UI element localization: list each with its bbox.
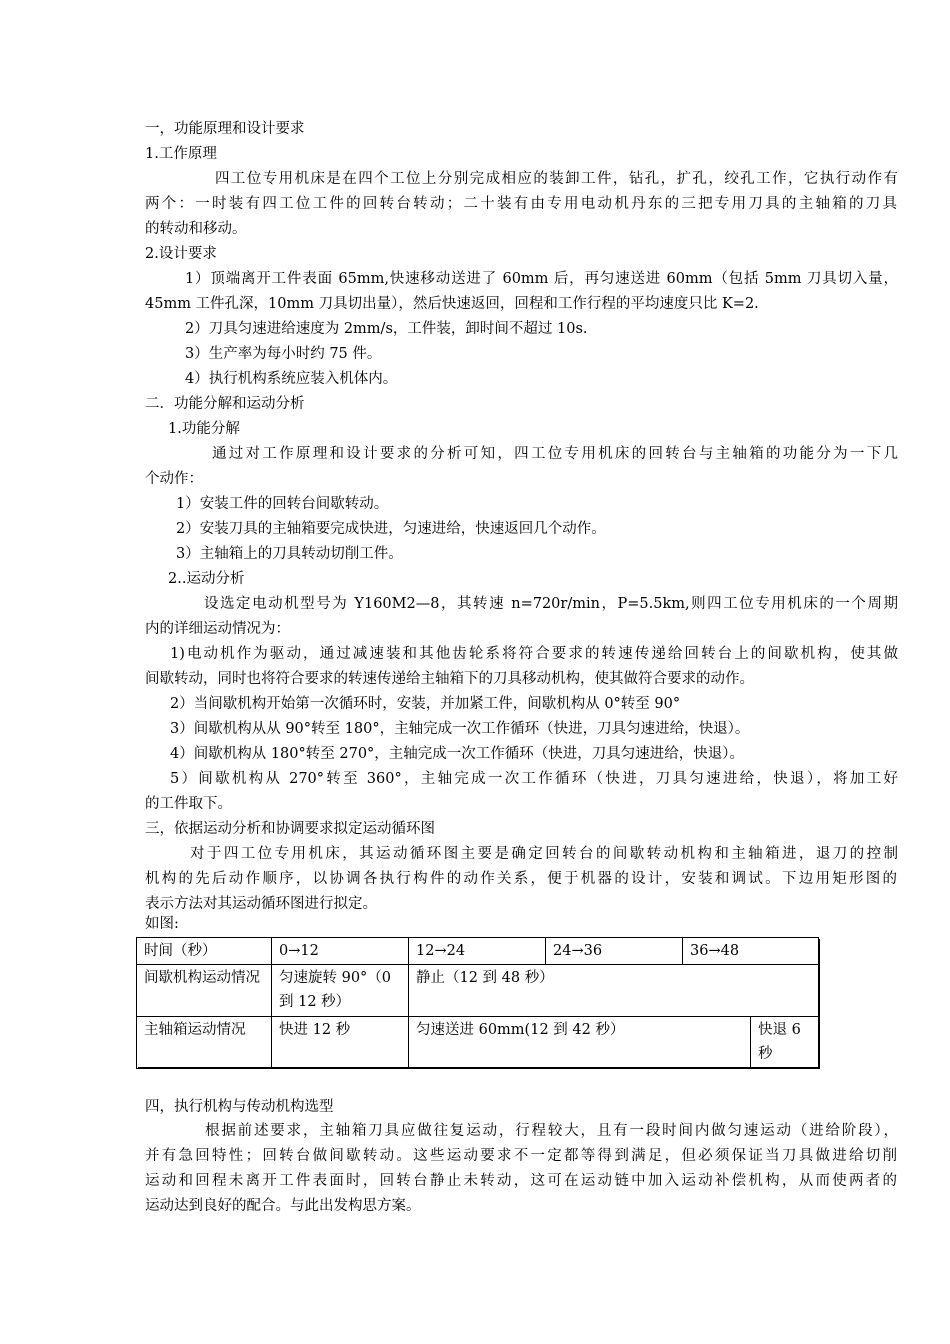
indexing-12-48: 静止（12 到 48 秒） (409, 965, 819, 1017)
motion-3: 3）间歇机构从从 90°转至 180°，主轴完成一次工作循环（快进，刀具匀速进给，快退）。 (170, 721, 750, 737)
action-3: 3）主轴箱上的刀具转动切削工件。 (176, 546, 403, 562)
header-12-24: 12→24 (409, 938, 546, 965)
decomposition-line-2: 个动作： (145, 471, 203, 487)
header-0-12: 0→12 (272, 938, 409, 965)
principle-line-2: 两个：一时装有四工位工件的回转台转动；二十装有由专用电动机丹东的三把专用刀具的主轴箱的刀具 (145, 196, 897, 212)
requirement-1-line-2: 45mm 工件孔深，10mm 刀具切出量），然后快速返回，回程和工作行程的平均速度只比 K=2. (145, 296, 759, 312)
header-time: 时间（秒） (137, 938, 272, 965)
section-2-title: 二．功能分解和运动分析 (145, 396, 305, 412)
cycle-intro-line-3: 表示方法对其运动循环图进行拟定。 (145, 896, 377, 912)
spindle-fast-return: 快退 6 秒 (751, 1017, 819, 1069)
selection-line-3: 运动和回程未离开工件表面时，回转台静止未转动，这可在运动链中加入运动补偿机构，从而使两者的 (145, 1173, 897, 1189)
section-1-2-heading: 2.设计要求 (145, 246, 217, 262)
motion-2: 2）当间歇机构开始第一次循环时，安装，并加紧工件，间歇机构从 0°转至 90° (170, 696, 681, 712)
table-row-indexing (137, 965, 819, 1017)
selection-line-2: 并有急回特性；回转台做间歇转动。这些运动要求不一定都等得到满足，但必须保证当刀具做进给切削 (145, 1148, 897, 1164)
spindle-fast-forward: 快进 12 秒 (272, 1017, 409, 1069)
cycle-intro-line-1: 对于四工位专用机床，其运动循环图主要是确定回转台的间歇转动机构和主轴箱进，退刀的控制 (190, 846, 898, 862)
cycle-intro-line-2: 机构的先后动作顺序，以协调各执行构件的动作关系，便于机器的设计，安装和调试。下边用矩形图的 (145, 871, 897, 887)
section-1-1-heading: 1.工作原理 (145, 146, 217, 162)
principle-line-3: 的转动和移动。 (145, 221, 247, 237)
motion-5-line-1: 5）间歇机构从 270°转至 360°，主轴完成一次工作循环（快进，刀具匀速进给，快退），将加工好 (170, 771, 898, 787)
header-24-36: 24→36 (546, 938, 683, 965)
requirement-1-line-1: 1）顶端离开工件表面 65mm,快速移动送进了 60mm 后，再匀速送进 60mm（包括 5mm 刀具切入量， (185, 271, 898, 287)
table-header-row (137, 938, 819, 965)
motion-intro-line-2: 内的详细运动情况为： (145, 621, 290, 637)
spindle-label: 主轴箱运动情况 (137, 1017, 272, 1069)
decomposition-line-1: 通过对工作原理和设计要求的分析可知，四工位专用机床的回转台与主轴箱的功能分为一下几 (212, 446, 898, 462)
section-2-2-heading: 2..运动分析 (168, 571, 245, 587)
action-2: 2）安装刀具的主轴箱要完成快进，匀速进给，快速返回几个动作。 (176, 521, 606, 537)
section-4-title: 四，执行机构与传动机构选型 (145, 1099, 334, 1115)
motion-intro-line-1: 设选定电动机型号为 Y160M2—8，其转速 n=720r/min，P=5.5km,则四工位专用机床的一个周期 (204, 596, 898, 612)
section-2-1-heading: 1.功能分解 (168, 421, 240, 437)
motion-1-line-1: 1)电动机作为驱动，通过减速装和其他齿轮系将符合要求的转速传递给回转台上的间歇机构，使其做 (170, 646, 898, 662)
as-figure-label: 如图: (145, 916, 179, 932)
selection-line-1: 根据前述要求，主轴箱刀具应做往复运动，行程较大，且有一段时间内做匀速运动（进给阶段）， (205, 1123, 898, 1139)
section-1-title: 一，功能原理和设计要求 (145, 121, 305, 137)
principle-line-1: 四工位专用机床是在四个工位上分别完成相应的装卸工件，钻孔，扩孔，绞孔工作，它执行动作有 (215, 171, 898, 187)
spindle-uniform-feed: 匀速送进 60mm(12 到 42 秒） (409, 1017, 751, 1069)
table-row-spindle (137, 1017, 819, 1069)
requirement-4: 4）执行机构系统应装入机体内。 (185, 371, 398, 387)
motion-1-line-2: 间歇转动，同时也将符合要求的转速传递给主轴箱下的刀具移动机构，使其做符合要求的动作。 (145, 671, 754, 687)
requirement-2: 2）刀具匀速进给速度为 2mm/s，工件装，卸时间不超过 10s. (185, 321, 588, 337)
header-36-48: 36→48 (683, 938, 819, 965)
motion-4: 4）间歇机构从 180°转至 270°，主轴完成一次工作循环（快进，刀具匀速进给，快退）。 (170, 746, 745, 762)
selection-line-4: 运动达到良好的配合。与此出发构思方案。 (145, 1198, 421, 1214)
section-3-title: 三，依据运动分析和协调要求拟定运动循环图 (145, 821, 435, 837)
indexing-label: 间歇机构运动情况 (137, 965, 272, 1017)
motion-cycle-table (136, 937, 819, 1069)
indexing-0-12: 匀速旋转 90°（0 到 12 秒） (272, 965, 409, 1017)
requirement-3: 3）生产率为每小时约 75 件。 (185, 346, 382, 362)
action-1: 1）安装工件的回转台间歇转动。 (176, 496, 389, 512)
motion-5-line-2: 的工件取下。 (145, 796, 232, 812)
